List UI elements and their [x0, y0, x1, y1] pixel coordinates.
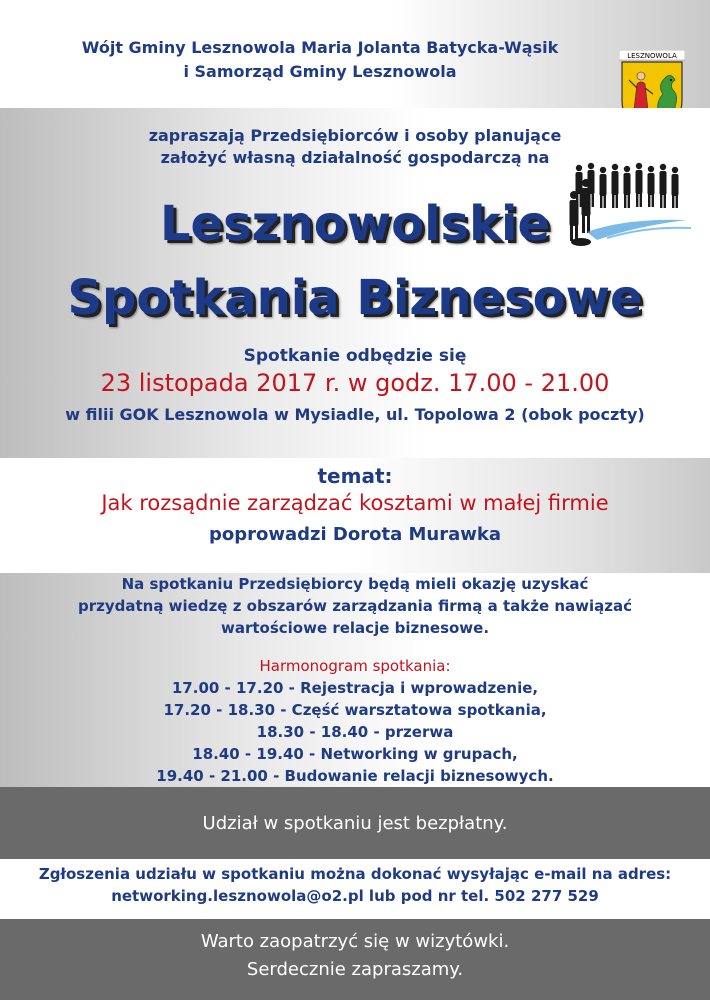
header-section: [0, 0, 710, 108]
info-section: [0, 573, 710, 787]
title-section: [0, 108, 710, 458]
schedule-item: 18.30 - 18.40 - przerwa: [256, 723, 454, 741]
schedule-heading: Harmonogram spotkania:: [259, 657, 451, 675]
description-line: wartościowe relacje biznesowe.: [220, 619, 490, 637]
event-datetime: 23 listopada 2017 r. w godz. 17.00 - 21.00: [100, 369, 610, 397]
closing-bar: [0, 919, 710, 1000]
crest-label: LESZNOWOLA: [627, 52, 677, 60]
schedule-item: 19.40 - 21.00 - Budowanie relacji biznesowych.: [156, 767, 554, 785]
topic-label: temat:: [317, 464, 393, 488]
description-line: przydatną wiedzę z obszarów zarządzania firmą a także nawiązać: [77, 597, 633, 615]
invite-line-1: zapraszają Przedsiębiorców i osoby planujące: [148, 126, 562, 145]
event-intro: Spotkanie odbędzie się: [243, 346, 467, 366]
event-location: w filii GOK Lesznowola w Mysiadle, ul. Topolowa 2 (obok poczty): [65, 405, 645, 424]
free-notice-text: Udział w spotkaniu jest bezpłatny.: [202, 813, 508, 834]
schedule-item: 18.40 - 19.40 - Networking w grupach,: [192, 745, 518, 763]
event-title-line-2: Spotkania Biznesowe: [67, 270, 643, 326]
schedule-item: 17.00 - 17.20 - Rejestracja i wprowadzenie,: [171, 679, 539, 697]
description-line: Na spotkaniu Przedsiębiorcy będą mieli okazję uzyskać: [121, 575, 589, 593]
topic-section: [0, 458, 710, 573]
event-title-line-1: Lesznowolskie: [159, 196, 551, 252]
contact-line-2: networking.lesznowola@o2.pl lub pod nr tel. 502 277 529: [111, 887, 599, 905]
organizer-line-1: Wójt Gminy Lesznowola Maria Jolanta Batycka-Wąsik: [81, 38, 559, 57]
closing-line-2: Serdecznie zapraszamy.: [246, 959, 464, 980]
schedule-item: 17.20 - 18.30 - Część warsztatowa spotkania,: [163, 701, 547, 719]
business-people-icon: [567, 160, 694, 250]
closing-line-1: Warto zaopatrzyć się w wizytówki.: [200, 931, 510, 952]
contact-section: [0, 859, 710, 919]
free-notice-bar: [0, 787, 710, 859]
topic-title: Jak rozsądnie zarządzać kosztami w małej firmie: [101, 491, 609, 515]
organizer-line-2: i Samorząd Gminy Lesznowola: [183, 62, 457, 81]
topic-presenter: poprowadzi Dorota Murawka: [208, 524, 502, 545]
contact-line-1: Zgłoszenia udziału w spotkaniu można dokonać wysyłając e-mail na adres:: [38, 865, 672, 883]
invite-line-2: założyć własną działalność gospodarczą na: [160, 148, 550, 167]
